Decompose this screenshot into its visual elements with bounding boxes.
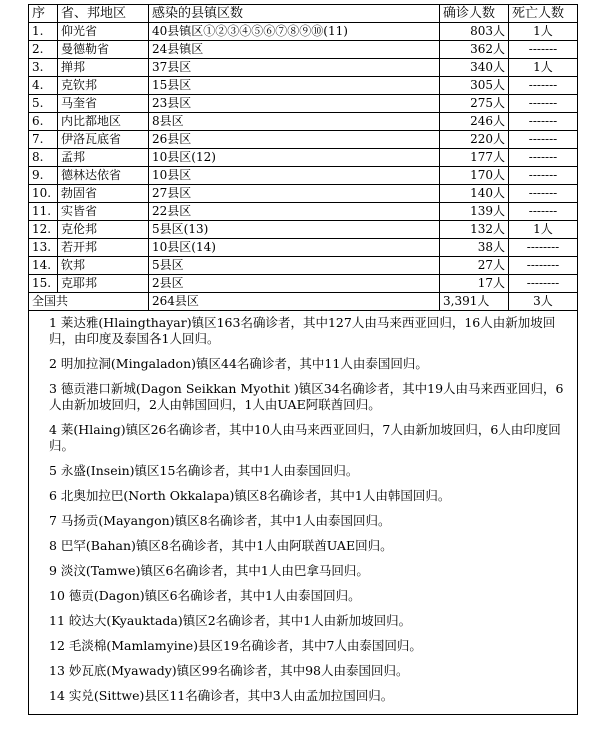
row-confirmed: 17人	[440, 275, 509, 293]
row-region: 克钦邦	[58, 77, 149, 95]
row-confirmed: 246人	[440, 113, 509, 131]
footnotes	[29, 311, 578, 715]
row-deaths: -------	[509, 41, 578, 59]
row-sn: 12.	[29, 221, 58, 239]
table-row	[29, 167, 578, 185]
table-row	[29, 59, 578, 77]
row-deaths: -------	[509, 77, 578, 95]
row-confirmed: 220人	[440, 131, 509, 149]
header-region: 省、邦地区	[58, 5, 149, 23]
row-sn: 7.	[29, 131, 58, 149]
row-townships: 5县区	[149, 257, 440, 275]
row-confirmed: 38人	[440, 239, 509, 257]
footnote: 13 妙瓦底(Myawady)镇区99名确诊者，其中98人由泰国回归。	[49, 663, 409, 678]
row-region: 德林达依省	[58, 167, 149, 185]
row-deaths: -------	[509, 149, 578, 167]
row-confirmed: 132人	[440, 221, 509, 239]
row-deaths: -------	[509, 131, 578, 149]
row-sn: 2.	[29, 41, 58, 59]
row-deaths: 1人	[509, 59, 578, 77]
row-sn: 14.	[29, 257, 58, 275]
table-row	[29, 149, 578, 167]
row-townships: 10县区(14)	[149, 239, 440, 257]
table-row	[29, 95, 578, 113]
row-sn: 10.	[29, 185, 58, 203]
table-row	[29, 239, 578, 257]
row-confirmed: 140人	[440, 185, 509, 203]
table-body	[29, 5, 578, 715]
footnote: 5 永盛(Insein)镇区15名确诊者，其中1人由泰国回归。	[49, 463, 359, 478]
row-deaths: --------	[509, 257, 578, 275]
row-sn: 6.	[29, 113, 58, 131]
header-sn: 序	[29, 5, 58, 23]
footnote: 9 淡汶(Tamwe)镇区6名确诊者，其中1人由巴拿马回归。	[49, 563, 369, 578]
row-region: 曼德勒省	[58, 41, 149, 59]
row-deaths: -------	[509, 167, 578, 185]
footnote: 1 莱达雅(Hlaingthayar)镇区163名确诊者，其中127人由马来西亚回归，16人由新加坡回归，由印度及泰国各1人回归。	[49, 315, 556, 346]
row-region: 伊洛瓦底省	[58, 131, 149, 149]
row-confirmed: 275人	[440, 95, 509, 113]
total-row	[29, 293, 578, 311]
table-row	[29, 221, 578, 239]
table-row	[29, 203, 578, 221]
row-deaths: -------	[509, 185, 578, 203]
covid-case-table	[28, 4, 578, 715]
row-region: 钦邦	[58, 257, 149, 275]
row-region: 孟邦	[58, 149, 149, 167]
row-sn: 8.	[29, 149, 58, 167]
row-region: 若开邦	[58, 239, 149, 257]
table-row	[29, 23, 578, 41]
table-row	[29, 41, 578, 59]
footnote: 8 巴罕(Bahan)镇区8名确诊者，其中1人由阿联酋UAE回归。	[49, 538, 393, 553]
row-deaths: 1人	[509, 221, 578, 239]
row-region: 克伦邦	[58, 221, 149, 239]
header-townships: 感染的县镇区数	[149, 5, 440, 23]
table-row	[29, 131, 578, 149]
row-deaths: -------	[509, 203, 578, 221]
row-townships: 10县区	[149, 167, 440, 185]
document-page	[28, 4, 571, 715]
row-deaths: --------	[509, 275, 578, 293]
row-sn: 15.	[29, 275, 58, 293]
footnote: 14 实兑(Sittwe)县区11名确诊者，其中3人由孟加拉国回归。	[49, 688, 394, 703]
row-deaths: 1人	[509, 23, 578, 41]
row-region: 仰光省	[58, 23, 149, 41]
footnote: 12 毛淡棉(Mamlamyine)县区19名确诊者，其中7人由泰国回归。	[49, 638, 422, 653]
row-townships: 10县区(12)	[149, 149, 440, 167]
row-townships: 8县区	[149, 113, 440, 131]
row-confirmed: 139人	[440, 203, 509, 221]
footnote: 7 马扬贡(Mayangon)镇区8名确诊者，其中1人由泰国回归。	[49, 513, 391, 528]
row-confirmed: 362人	[440, 41, 509, 59]
total-townships: 264县区	[149, 293, 440, 311]
row-townships: 26县区	[149, 131, 440, 149]
row-townships: 37县区	[149, 59, 440, 77]
row-region: 实皆省	[58, 203, 149, 221]
row-confirmed: 177人	[440, 149, 509, 167]
row-deaths: -------	[509, 95, 578, 113]
table-row	[29, 275, 578, 293]
row-townships: 40县镇区①②③④⑤⑥⑦⑧⑨⑩(11)	[149, 23, 440, 41]
row-sn: 1.	[29, 23, 58, 41]
total-label: 全国共	[29, 293, 149, 311]
table-header-row	[29, 5, 578, 23]
header-deaths: 死亡人数	[509, 5, 578, 23]
total-deaths: 3人	[509, 293, 578, 311]
table-row	[29, 185, 578, 203]
table-row	[29, 257, 578, 275]
row-sn: 4.	[29, 77, 58, 95]
row-townships: 23县区	[149, 95, 440, 113]
row-region: 掸邦	[58, 59, 149, 77]
footnote: 3 德贡港口新城(Dagon Seikkan Myothit )镇区34名确诊者，其中19人由马来西亚回归，6人由新加坡回归，2人由韩国回归，1人由UAE阿联酋回归。	[49, 381, 564, 412]
row-confirmed: 27人	[440, 257, 509, 275]
row-townships: 24县镇区	[149, 41, 440, 59]
table-row	[29, 77, 578, 95]
row-townships: 15县区	[149, 77, 440, 95]
row-region: 克耶邦	[58, 275, 149, 293]
row-confirmed: 340人	[440, 59, 509, 77]
footnote: 6 北奥加拉巴(North Okkalapa)镇区8名确诊者，其中1人由韩国回归。	[49, 488, 451, 503]
row-sn: 9.	[29, 167, 58, 185]
row-confirmed: 803人	[440, 23, 509, 41]
footnote: 10 德贡(Dagon)镇区6名确诊者，其中1人由泰国回归。	[49, 588, 361, 603]
row-deaths: -------	[509, 113, 578, 131]
row-townships: 5县区(13)	[149, 221, 440, 239]
footnote: 2 明加拉洞(Mingaladon)镇区44名确诊者，其中11人由泰国回归。	[49, 356, 428, 371]
total-confirmed: 3,391人	[440, 293, 509, 311]
row-deaths: --------	[509, 239, 578, 257]
row-townships: 27县区	[149, 185, 440, 203]
footnote: 4 莱(Hlaing)镇区26名确诊者，其中10人由马来西亚回归，7人由新加坡回归，6人由印度回归。	[49, 422, 561, 453]
footnote: 11 皎达大(Kyauktada)镇区2名确诊者，其中1人由新加坡回归。	[49, 613, 412, 628]
row-region: 马奎省	[58, 95, 149, 113]
row-region: 勃固省	[58, 185, 149, 203]
row-sn: 3.	[29, 59, 58, 77]
header-confirmed: 确诊人数	[440, 5, 509, 23]
row-confirmed: 170人	[440, 167, 509, 185]
row-sn: 11.	[29, 203, 58, 221]
row-townships: 22县区	[149, 203, 440, 221]
row-townships: 2县区	[149, 275, 440, 293]
row-sn: 5.	[29, 95, 58, 113]
footnotes-row	[29, 311, 578, 715]
row-confirmed: 305人	[440, 77, 509, 95]
table-row	[29, 113, 578, 131]
row-sn: 13.	[29, 239, 58, 257]
row-region: 内比都地区	[58, 113, 149, 131]
